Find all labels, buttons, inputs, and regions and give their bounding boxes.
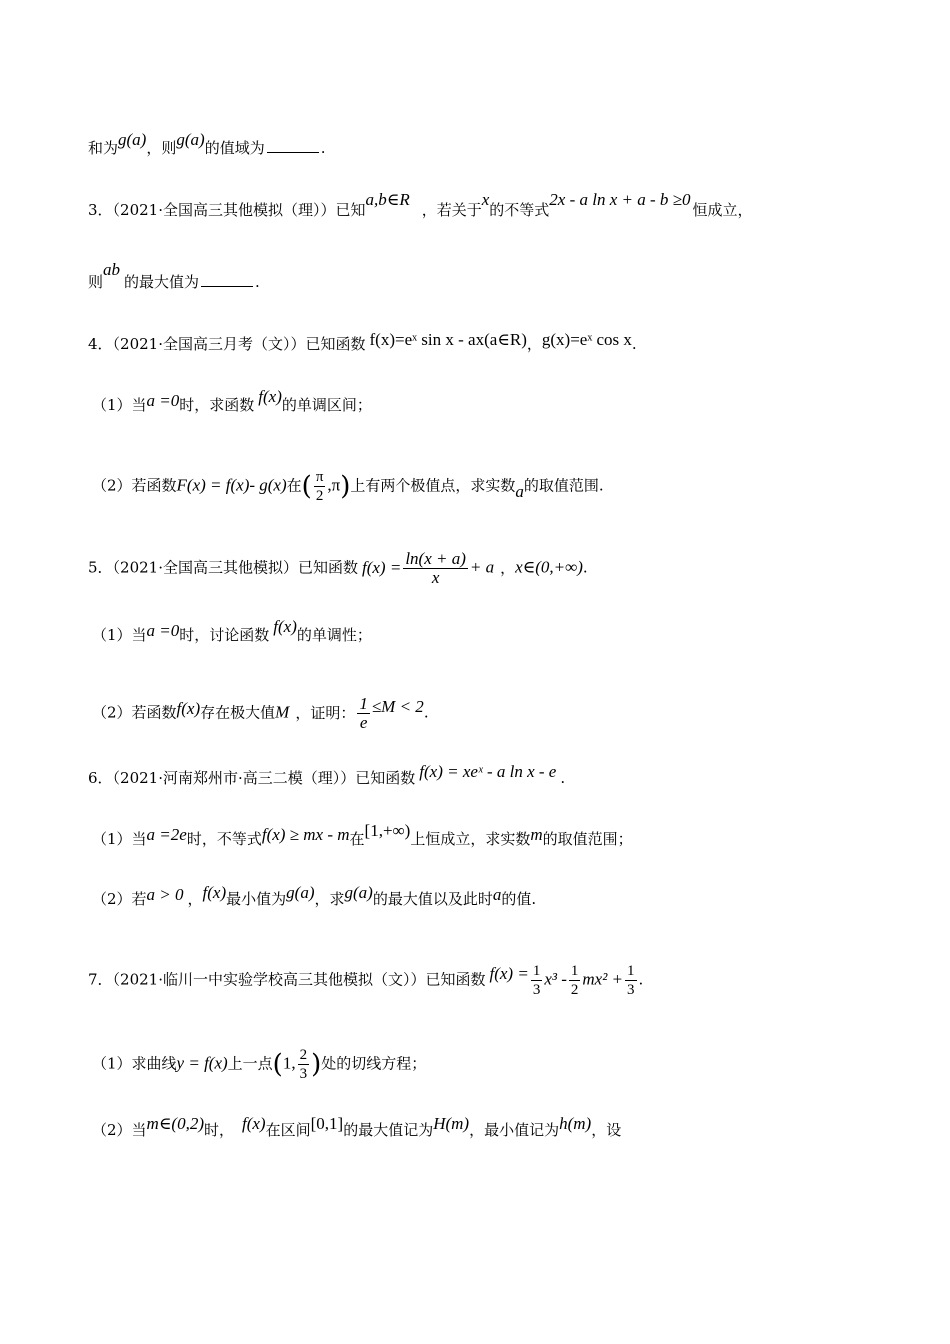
text: 在	[349, 830, 365, 848]
left-paren: (	[272, 1049, 283, 1080]
left-paren: (	[301, 471, 312, 502]
right-paren: )	[340, 471, 351, 502]
q6-part2	[92, 883, 537, 909]
text: .	[582, 558, 588, 577]
q3-line	[88, 190, 753, 220]
math-a-gt-0: a > 0	[146, 885, 184, 904]
math-g-a: g(a)	[344, 883, 373, 902]
answer-blank	[267, 138, 319, 153]
math-x-domain: x∈(0,+∞)	[515, 557, 583, 577]
question-source: （2021·全国高三其他模拟）已知函数	[112, 558, 358, 577]
math-f-def: f(x)=eˣ sin x - ax(a∈R)	[369, 330, 527, 349]
math-ab-in-R: a,b∈R	[365, 190, 410, 209]
text: 的值域为	[204, 139, 265, 157]
q5-part1	[92, 617, 372, 645]
fraction-1-over-2: $\frac{1}{2}$	[570, 963, 579, 998]
text: 上一点	[227, 1054, 273, 1073]
math-plus-a: + a	[469, 557, 495, 577]
text: 的单调性；	[296, 626, 372, 644]
answer-blank	[201, 272, 253, 287]
text: ，求	[314, 890, 345, 908]
text: ，	[500, 558, 516, 577]
text: （2）若	[92, 890, 147, 908]
fraction-1-over-3: $\frac{1}{3}$	[627, 963, 635, 998]
question-number: 3．	[88, 201, 113, 219]
text: 时，求函数	[179, 396, 255, 414]
text: （1）当	[92, 396, 147, 414]
text: 在	[286, 476, 302, 495]
q4-part1	[92, 387, 372, 415]
text: 处的切线方程；	[321, 1054, 427, 1073]
question-number: 5．	[88, 558, 113, 577]
text: 则	[88, 273, 104, 291]
question-source: （2021·临川一中实验学校高三其他模拟（文））已知函数	[112, 970, 486, 989]
math-f-eq: f(x) =	[489, 963, 529, 983]
text: 的不等式	[489, 201, 550, 219]
text: 最小值为	[226, 890, 287, 908]
math-a: a	[492, 885, 502, 904]
math-h-m: h(m)	[559, 1114, 592, 1133]
fraction-pi-over-2: $\frac{\pi}{2}$	[315, 469, 324, 504]
q3-line-2	[88, 260, 260, 292]
q7-part1	[92, 1046, 426, 1083]
q4-line	[88, 330, 637, 354]
math-g-a: g(a)	[176, 130, 205, 149]
math-f-x: f(x)	[202, 883, 227, 902]
q2-tail-line	[88, 130, 326, 158]
question-number: 7．	[88, 970, 113, 989]
math-x-cubed: x³ -	[544, 969, 567, 989]
q7-part2	[92, 1114, 622, 1140]
text: .	[631, 335, 637, 353]
right-paren: )	[311, 1049, 322, 1080]
text: （2）若函数	[92, 703, 177, 722]
text: .	[423, 703, 429, 722]
math-g-a: g(a)	[118, 130, 147, 149]
text: .	[638, 970, 644, 989]
text: 时，不等式	[186, 830, 262, 848]
text: 时，讨论函数	[179, 626, 270, 644]
fraction-ln: $\frac{\ln(x + a)}{x}$	[405, 549, 466, 587]
question-number: 6．	[88, 769, 113, 787]
math-point-x: 1,	[282, 1053, 296, 1073]
math-interval-end: ,π	[327, 475, 341, 495]
fraction-2-over-3: $\frac{2}{3}$	[299, 1047, 308, 1082]
text: 存在极大值	[200, 703, 276, 722]
text: 上恒成立，求实数	[410, 830, 531, 848]
math-m-domain: m∈(0,2)	[146, 1114, 204, 1133]
text: ，证明：	[295, 703, 356, 722]
text: 和为	[88, 139, 119, 157]
math-interval: [0,1]	[310, 1114, 344, 1133]
text: （2）若函数	[92, 476, 177, 495]
text: .	[560, 769, 566, 787]
math-ab: ab	[103, 260, 121, 279]
q5-part2	[92, 695, 429, 732]
math-curve: y = f(x)	[176, 1053, 228, 1073]
text: 在区间	[265, 1121, 311, 1139]
math-inequality-M: ≤M < 2	[371, 696, 424, 716]
math-M: M	[275, 702, 290, 722]
text: 的最大值记为	[343, 1121, 434, 1139]
text: （1）当	[92, 830, 147, 848]
text: ，则	[146, 139, 177, 157]
question-source: （2021·全国高三月考（文））已知函数	[112, 335, 366, 353]
text: 的取值范围.	[523, 476, 604, 495]
q7-line	[88, 962, 643, 999]
math-f-def: f(x) = xeˣ - a ln x - e	[419, 762, 557, 781]
text: （2）当	[92, 1121, 147, 1139]
math-f-eq: f(x) =	[362, 557, 402, 577]
question-source: （2021·河南郑州市·高三二模（理））已知函数	[112, 769, 416, 787]
text: （1）当	[92, 626, 147, 644]
question-source: （2021·全国高三其他模拟（理））已知	[112, 201, 366, 219]
q6-part1	[92, 821, 633, 849]
text: .	[320, 139, 326, 157]
math-inequality: 2x - a ln x + a - b ≥0	[549, 190, 691, 209]
math-f-x: f(x)	[176, 698, 201, 718]
math-f-x: f(x)	[273, 617, 297, 636]
text: ，	[526, 335, 542, 353]
math-x: x	[481, 190, 490, 209]
text: 的值.	[501, 890, 537, 908]
math-g-def: g(x)=eˣ cos x	[541, 330, 632, 349]
math-mx-squared: mx² +	[582, 969, 624, 989]
text: （1）求曲线	[92, 1054, 177, 1073]
text: ，最小值记为	[469, 1121, 560, 1139]
text: 的取值范围；	[542, 830, 633, 848]
fraction-1-over-e: $\frac{1}{e}$	[359, 694, 368, 732]
text: ，设	[591, 1121, 622, 1139]
q4-part2	[92, 468, 604, 505]
text: 的最大值以及此时	[372, 890, 493, 908]
text: ，	[187, 890, 203, 908]
math-a: a	[515, 481, 524, 501]
q6-line	[88, 762, 566, 788]
q5-line	[88, 550, 588, 587]
math-a-eq-0: a =0	[146, 621, 180, 640]
math-a-eq-0: a =0	[146, 391, 180, 410]
math-a-eq-2e: a =2e	[146, 825, 187, 844]
text: 上有两个极值点，求实数	[350, 476, 516, 495]
text: 的单调区间；	[281, 396, 372, 414]
math-interval: [1,+∞)	[364, 821, 411, 840]
math-F-def: F(x) = f(x)- g(x)	[176, 475, 287, 495]
text: 时，	[203, 1121, 234, 1139]
math-f-x: f(x)	[258, 387, 282, 406]
math-H-m: H(m)	[433, 1114, 470, 1133]
text: ，若关于	[421, 201, 482, 219]
text: 恒成立，	[692, 201, 753, 219]
math-m: m	[530, 825, 543, 844]
math-inequality: f(x) ≥ mx - m	[261, 825, 350, 844]
text: .	[255, 273, 260, 291]
math-f-x: f(x)	[242, 1114, 266, 1133]
text: 的最大值为	[124, 273, 200, 291]
fraction-1-over-3: $\frac{1}{3}$	[532, 963, 541, 998]
question-number: 4．	[88, 335, 113, 353]
math-g-a: g(a)	[286, 883, 315, 902]
